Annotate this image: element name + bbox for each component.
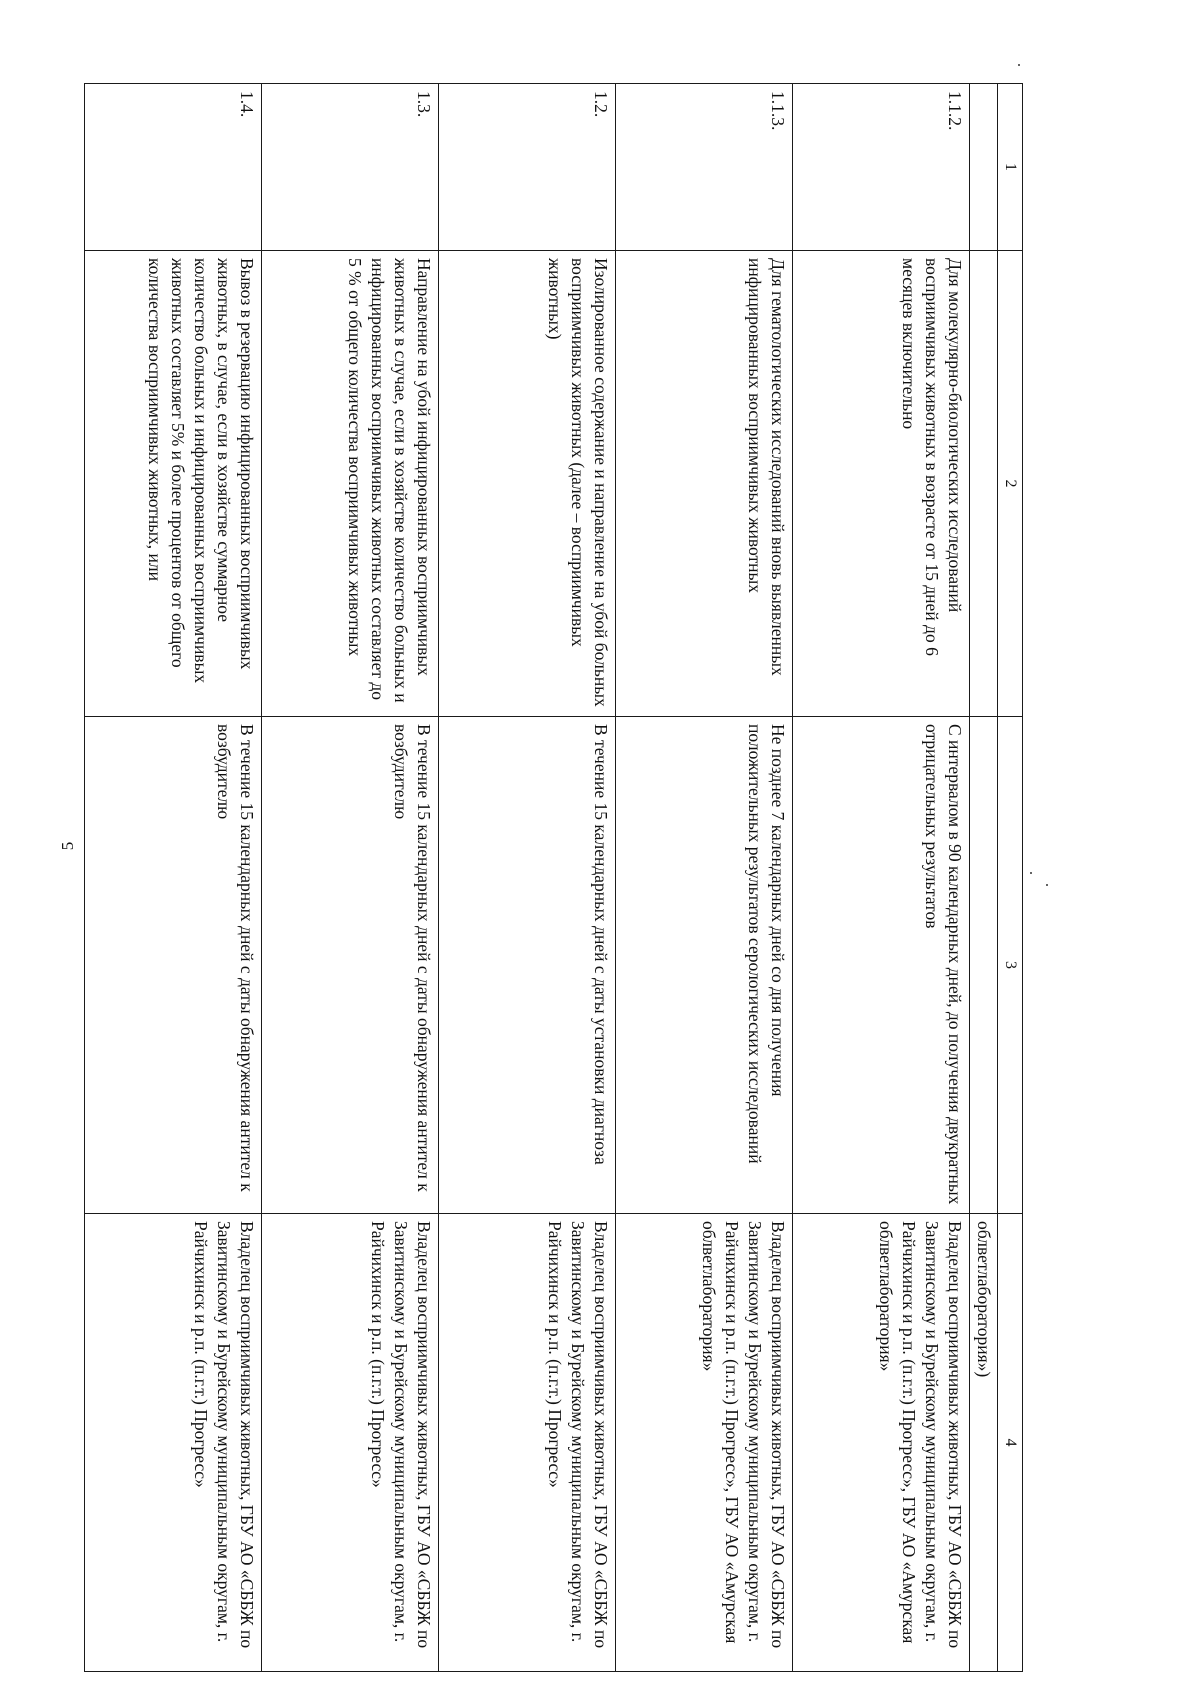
header-row bbox=[998, 84, 1023, 1672]
responsible-cell: Владелец восприимчивых животных, ГБУ АО «СББЖ по Завитинскому и Бурейскому муниципальным округам, г. Райчихинск и р.п. (п.г.т.) Прогресс», ГБУ АО «Амурская облветлаборатория» bbox=[616, 1214, 793, 1672]
term-cell: С интервалом в 90 календарных дней, до получения двукратных отрицательных результатов bbox=[793, 717, 970, 1214]
table-row bbox=[262, 84, 439, 1672]
scan-speck bbox=[1018, 64, 1020, 66]
row-number: 1.3. bbox=[262, 84, 439, 251]
continuation-cell: облветлаборатория») bbox=[970, 1214, 998, 1672]
header-cell: 2 bbox=[998, 251, 1023, 717]
empty-cell bbox=[970, 251, 998, 717]
measure-cell: Изолированное содержание и направление на убой больных восприимчивых животных (далее – восприимчивых животных) bbox=[439, 251, 616, 717]
table-row bbox=[793, 84, 970, 1672]
page-number: 5 bbox=[58, 841, 77, 851]
measure-cell: Для гематологических исследований вновь выявленных инфицированных восприимчивых животных bbox=[616, 251, 793, 717]
measures-table bbox=[84, 83, 1023, 1672]
responsible-cell: Владелец восприимчивых животных, ГБУ АО «СББЖ по Завитинскому и Бурейскому муниципальным округам, г. Райчихинск и р.п. (п.г.т.) Прогресс», ГБУ АО «Амурская облветлаборатория» bbox=[793, 1214, 970, 1672]
continuation-row bbox=[970, 84, 998, 1672]
term-cell: В течение 15 календарных дней с даты обнаружения антител к возбудителю bbox=[85, 717, 262, 1214]
header-cell: 4 bbox=[998, 1214, 1023, 1672]
empty-cell bbox=[970, 84, 998, 251]
table-row bbox=[85, 84, 262, 1672]
responsible-cell: Владелец восприимчивых животных, ГБУ АО «СББЖ по Завитинскому и Бурейскому муниципальным округам, г. Райчихинск и р.п. (п.г.т.) Прогресс» bbox=[85, 1214, 262, 1672]
row-number: 1.1.3. bbox=[616, 84, 793, 251]
term-cell: В течение 15 календарных дней с даты обнаружения антител к возбудителю bbox=[262, 717, 439, 1214]
row-number: 1.2. bbox=[439, 84, 616, 251]
rotated-table-container bbox=[97, 83, 1023, 1671]
empty-cell bbox=[970, 717, 998, 1214]
header-cell: 1 bbox=[998, 84, 1023, 251]
term-cell: В течение 15 календарных дней с даты установки диагноза bbox=[439, 717, 616, 1214]
row-number: 1.4. bbox=[85, 84, 262, 251]
measure-cell: Для молекулярно-биологических исследований восприимчивых животных в возрасте от 15 дней до 6 месяцев включительно bbox=[793, 251, 970, 717]
term-cell: Не позднее 7 календарных дней со дня получения положительных результатов серологических исследований bbox=[616, 717, 793, 1214]
table-row bbox=[439, 84, 616, 1672]
responsible-cell: Владелец восприимчивых животных, ГБУ АО «СББЖ по Завитинскому и Бурейскому муниципальным округам, г. Райчихинск и р.п. (п.г.т.) Прогресс» bbox=[262, 1214, 439, 1672]
responsible-cell: Владелец восприимчивых животных, ГБУ АО «СББЖ по Завитинскому и Бурейскому муниципальным округам, г. Райчихинск и р.п. (п.г.т.) Прогресс» bbox=[439, 1214, 616, 1672]
measure-cell: Направление на убой инфицированных восприимчивых животных в случае, если в хозяйстве количество больных и инфицированных восприимчивых животных составляет до 5 % от общего количества восприимчивых животных bbox=[262, 251, 439, 717]
scan-speck bbox=[1046, 884, 1048, 886]
scan-speck bbox=[1030, 872, 1032, 874]
table-row bbox=[616, 84, 793, 1672]
row-number: 1.1.2. bbox=[793, 84, 970, 251]
header-cell: 3 bbox=[998, 717, 1023, 1214]
measure-cell: Вывоз в резервацию инфицированных восприимчивых животных, в случае, если в хозяйстве суммарное количество больных и инфицированных восприимчивых животных составляет 5% и более процентов от общего количества восприимчивых животных, или bbox=[85, 251, 262, 717]
